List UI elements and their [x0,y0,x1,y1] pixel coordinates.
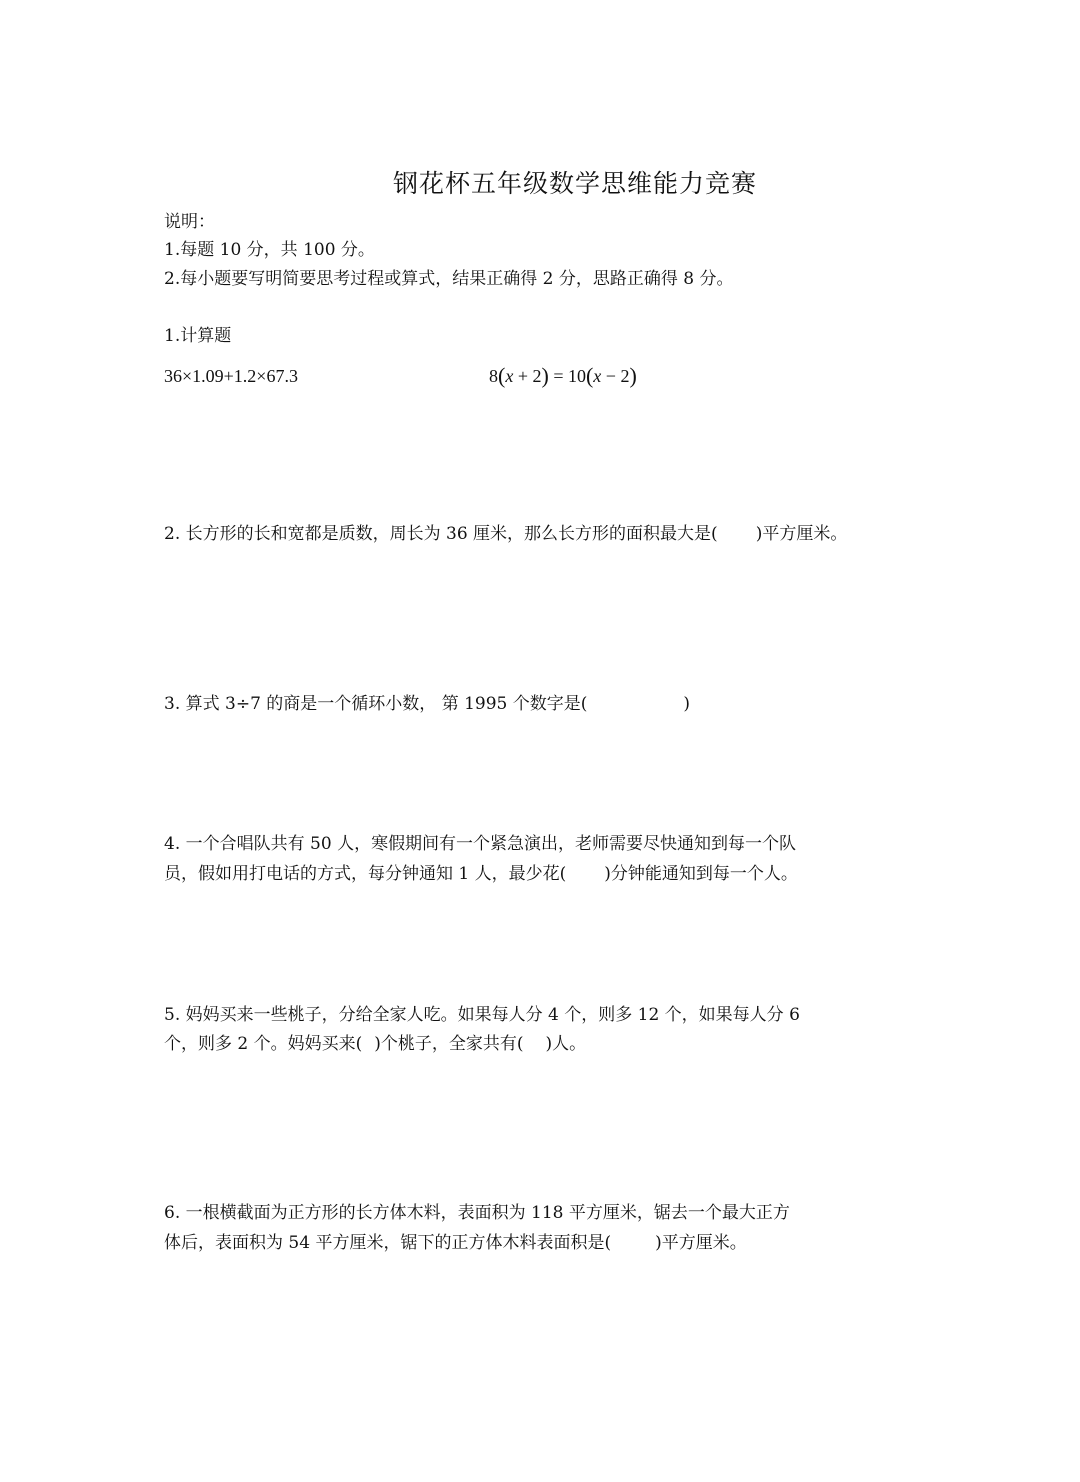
page-title: 钢花杯五年级数学思维能力竞赛 [392,169,757,198]
equation-equals: = 10 [548,366,586,386]
instructions-rule-2: 2.每小题要写明简要思考过程或算式，结果正确得 2 分，思路正确得 8 分。 [164,269,734,289]
question-5-text-c: )人。 [545,1034,587,1054]
question-3-text: 3. 算式 3÷7 的商是一个循环小数， 第 1995 个数字是( [164,694,588,714]
equation-term: − 2 [601,366,630,386]
question-5-line-1: 5. 妈妈买来一些桃子，分给全家人吃。如果每人分 4 个，则多 12 个，如果每人分 6 [164,1005,800,1025]
question-6-text-end: )平方厘米。 [655,1233,747,1253]
question-4-text-end: )分钟能通知到每一个人。 [604,864,798,884]
open-paren: ( [585,363,594,388]
open-paren: ( [498,363,506,388]
question-5-text-a: 个，则多 2 个。妈妈买来( [164,1034,363,1054]
question-4-text: 员，假如用打电话的方式，每分钟通知 1 人，最少花( [164,864,567,884]
variable-x: x [593,366,602,386]
question-1-expression-1: 36×1.09+1.2×67.3 [164,366,298,386]
question-4-line-1: 4. 一个合唱队共有 50 人，寒假期间有一个紧急演出，老师需要尽快通知到每一个队 [164,834,797,854]
question-1-label: 1.计算题 [164,326,232,346]
variable-x: x [505,366,514,386]
question-6-line-2 [164,1231,747,1255]
close-paren: ) [629,363,637,388]
question-5-text-b: )个桃子，全家共有( [374,1034,524,1054]
question-2-text: 2. 长方形的长和宽都是质数，周长为 36 厘米，那么长方形的面积最大是( [164,524,718,544]
question-6-line-1: 6. 一根横截面为正方形的长方体木料，表面积为 118 平方厘米，锯去一个最大正方 [164,1203,790,1223]
question-2-text-end: )平方厘米。 [755,524,848,544]
equation-coefficient: 8 [489,366,498,386]
question-6-text: 体后，表面积为 54 平方厘米，锯下的正方体木料表面积是( [164,1233,612,1253]
question-3-text-end: ) [683,694,691,714]
close-paren: ) [541,363,549,388]
equation-term: + 2 [513,366,542,386]
question-3 [164,692,690,716]
question-5-line-2 [164,1032,586,1056]
question-2 [164,522,847,546]
question-1-equation-2 [489,363,637,389]
question-4-line-2 [164,862,798,886]
instructions-heading: 说明： [164,212,215,232]
instructions-rule-1: 1.每题 10 分，共 100 分。 [164,240,375,260]
